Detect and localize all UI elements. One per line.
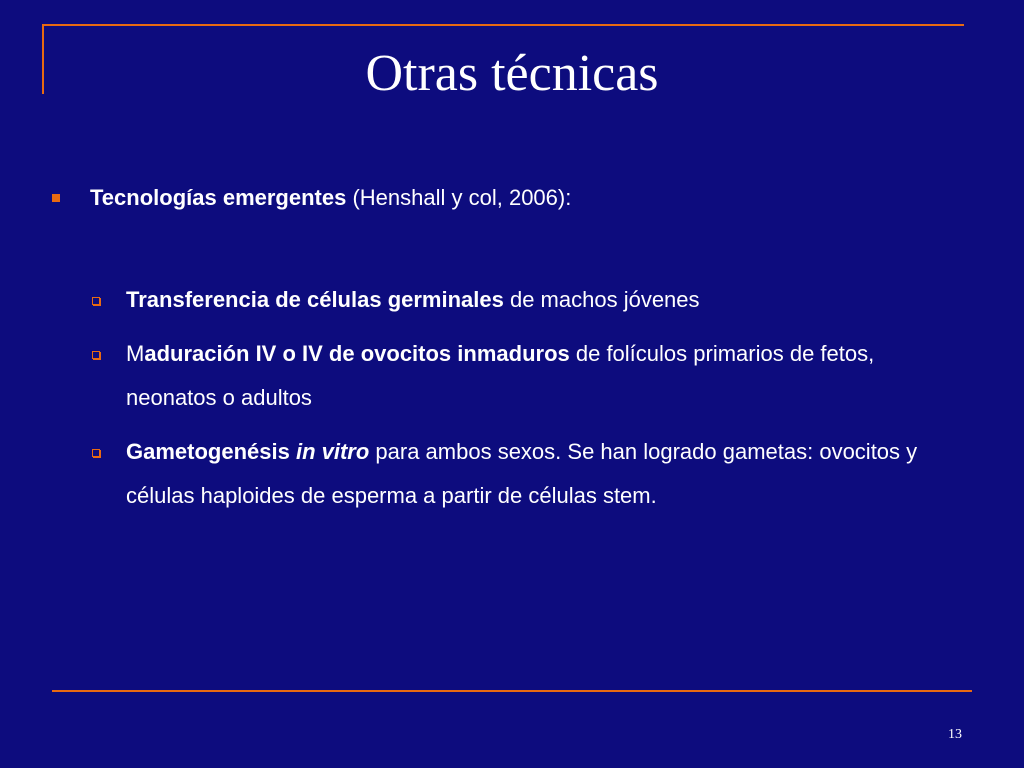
- bullet-level1-text: [90, 180, 950, 216]
- bullet-normal: de folículos primarios de fetos, neonatos o adultos: [126, 341, 875, 410]
- bullet-normal: para ambos sexos. Se han logrado gametas: ovocitos y células haploides de esperma a partir de células stem.: [126, 439, 918, 508]
- bullet-level2-text: [126, 278, 936, 322]
- bullet-bold: aduración IV o IV de ovocitos inmaduros: [144, 341, 570, 366]
- bullet-bold: Gametogenésis: [126, 439, 296, 464]
- square-bullet-icon: [52, 194, 60, 202]
- slide-title: Otras técnicas: [365, 45, 659, 102]
- bullet-level1-bold: Tecnologías emergentes: [90, 185, 347, 210]
- checkbox-bullet-icon: [92, 297, 100, 305]
- bullet-level1-normal: (Henshall y col, 2006):: [346, 185, 572, 210]
- frame-top-line: [42, 24, 964, 26]
- bullet-level2-text: [126, 430, 936, 518]
- bullet-level2-text: [126, 332, 936, 420]
- bullet-lead: M: [126, 341, 145, 366]
- bullet-bold-italic: in vitro: [295, 439, 370, 464]
- bullet-normal: de machos jóvenes: [503, 287, 700, 312]
- bullet-bold: Transferencia de células germinales: [126, 287, 504, 312]
- checkbox-bullet-icon: [92, 449, 100, 457]
- frame-bottom-line: [52, 690, 972, 692]
- checkbox-bullet-icon: [92, 351, 100, 359]
- page-number: 13: [948, 727, 962, 742]
